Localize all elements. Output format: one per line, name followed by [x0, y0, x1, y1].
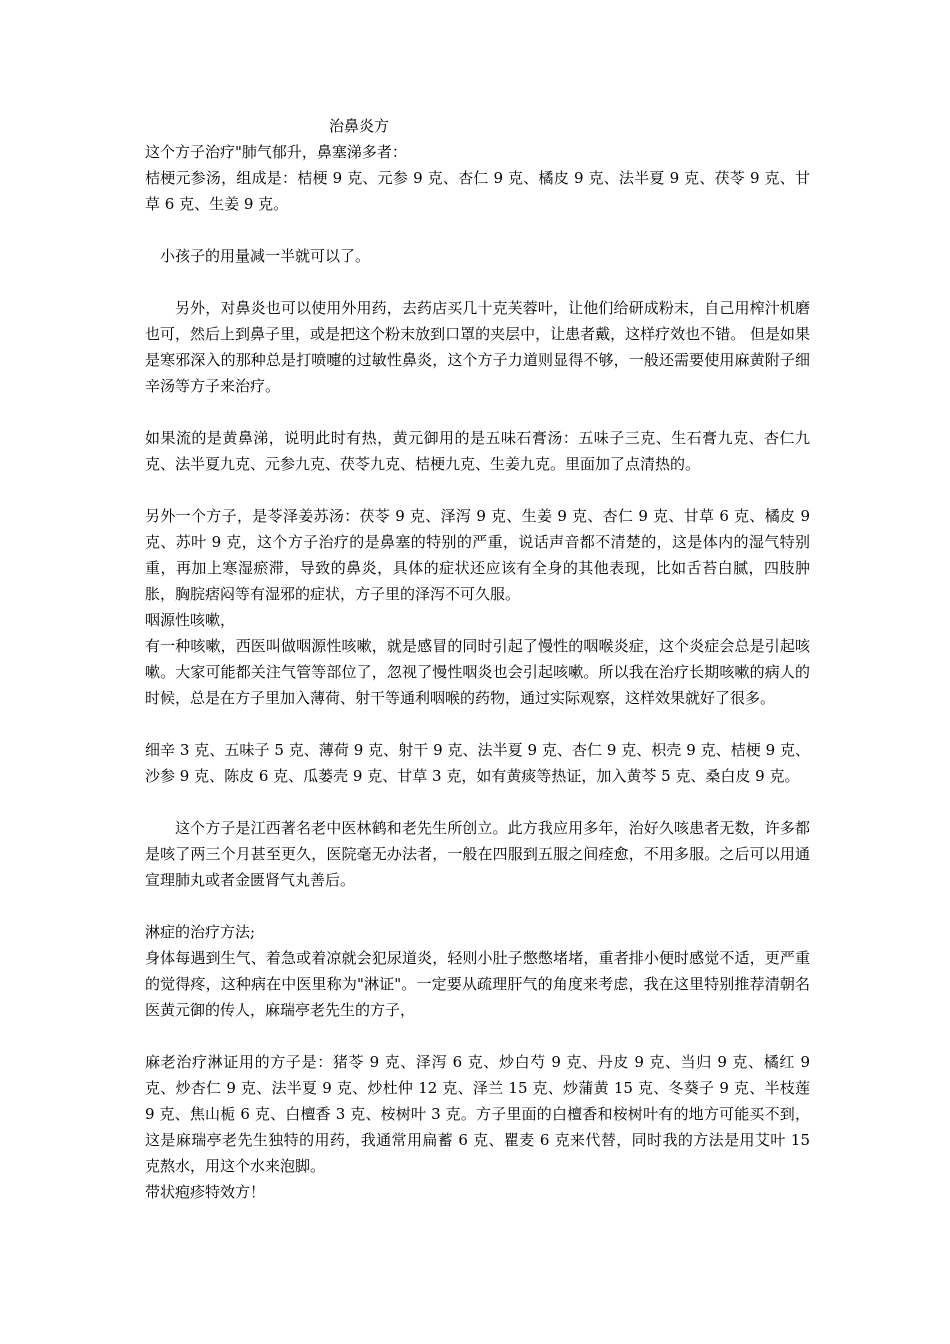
lin-paragraph-2: 麻老治疗淋证用的方子是：猪苓 9 克、泽泻 6 克、炒白芍 9 克、丹皮 9 克、当归 9 克、橘红 9 克、炒杏仁 9 克、法半夏 9 克、炒杜仲 12 克、泽兰 15 克、炒蒲黄 15 克、冬葵子 9 克、半枝莲 9 克、焦山栀 6 克、白檀香 3 克、桉树叶 3 克。方子里面的白檀香和桉树叶有的地方可能买不到，这是麻瑞亭老先生独特的用药，我通常用扁蓄 6 克、瞿麦 6 克来代替，同时我的方法是用艾叶 15 克熬水，用这个水来泡脚。 [145, 1053, 810, 1175]
lin-section-title: 淋症的治疗方法; [145, 923, 256, 941]
nose-paragraph-5: 如果流的是黄鼻涕，说明此时有热，黄元御用的是五味石膏汤：五味子三克、生石膏九克、杏仁九克、法半夏九克、元参九克、茯苓九克、桔梗九克、生姜九克。里面加了点清热的。 [145, 429, 810, 473]
throat-paragraph-2: 细辛 3 克、五味子 5 克、薄荷 9 克、射干 9 克、法半夏 9 克、杏仁 9 克、枳壳 9 克、桔梗 9 克、沙参 9 克、陈皮 6 克、瓜蒌壳 9 克、甘草 3 克，如有黄痰等热证，加入黄芩 5 克、桑白皮 9 克。 [145, 741, 810, 785]
lin-paragraph-1: 身体每遇到生气、着急或着凉就会犯尿道炎，轻则小肚子憋憋堵堵，重者排小便时感觉不适，更严重的觉得疼，这种病在中医里称为"淋证"。一定要从疏理肝气的角度来考虑，我在这里特别推荐清朝名医黄元御的传人，麻瑞亭老先生的方子， [145, 949, 810, 1019]
nose-paragraph-6: 另外一个方子，是苓泽姜苏汤：茯苓 9 克、泽泻 9 克、生姜 9 克、杏仁 9 克、甘草 6 克、橘皮 9 克、苏叶 9 克，这个方子治疗的是鼻塞的特别的严重，说话声音都不清楚的，这是体内的湿气特别重，再加上寒湿瘀滞，导致的鼻炎，具体的症状还应该有全身的其他表现，比如舌苔白腻，四肢肿胀，胸脘痞闷等有湿邪的症状，方子里的泽泻不可久服。 [145, 507, 810, 603]
nose-section-title: 治鼻炎方 [329, 117, 390, 135]
document-page [145, 113, 810, 1205]
nose-paragraph-3: 小孩子的用量减一半就可以了。 [160, 247, 371, 265]
throat-section-title: 咽源性咳嗽， [145, 611, 236, 629]
shingles-section-title: 带状疱疹特效方！ [145, 1183, 266, 1201]
nose-paragraph-2: 桔梗元参汤，组成是：桔梗 9 克、元参 9 克、杏仁 9 克、橘皮 9 克、法半夏 9 克、茯苓 9 克、甘草 6 克、生姜 9 克。 [145, 169, 810, 213]
throat-paragraph-3: 这个方子是江西著名老中医林鹤和老先生所创立。此方我应用多年，治好久咳患者无数，许多都是咳了两三个月甚至更久，医院毫无办法者，一般在四服到五服之间痊愈，不用多服。之后可以用通宣理肺丸或者金匮肾气丸善后。 [145, 819, 810, 889]
throat-paragraph-1: 有一种咳嗽，西医叫做咽源性咳嗽，就是感冒的同时引起了慢性的咽喉炎症，这个炎症会总是引起咳嗽。大家可能都关注气管等部位了，忽视了慢性咽炎也会引起咳嗽。所以我在治疗长期咳嗽的病人的时候，总是在方子里加入薄荷、射干等通利咽喉的药物，通过实际观察，这样效果就好了很多。 [145, 637, 810, 707]
nose-paragraph-4: 另外，对鼻炎也可以使用外用药，去药店买几十克芙蓉叶，让他们给研成粉末，自己用榨汁机磨也可，然后上到鼻子里，或是把这个粉末放到口罩的夹层中，让患者戴，这样疗效也不错。 但是如果是寒邪深入的那种总是打喷嚏的过敏性鼻炎，这个方子力道则显得不够，一般还需要使用麻黄附子细辛汤等方子来治疗。 [145, 299, 810, 395]
nose-paragraph-1: 这个方子治疗"肺气郁升，鼻塞涕多者： [145, 143, 407, 161]
